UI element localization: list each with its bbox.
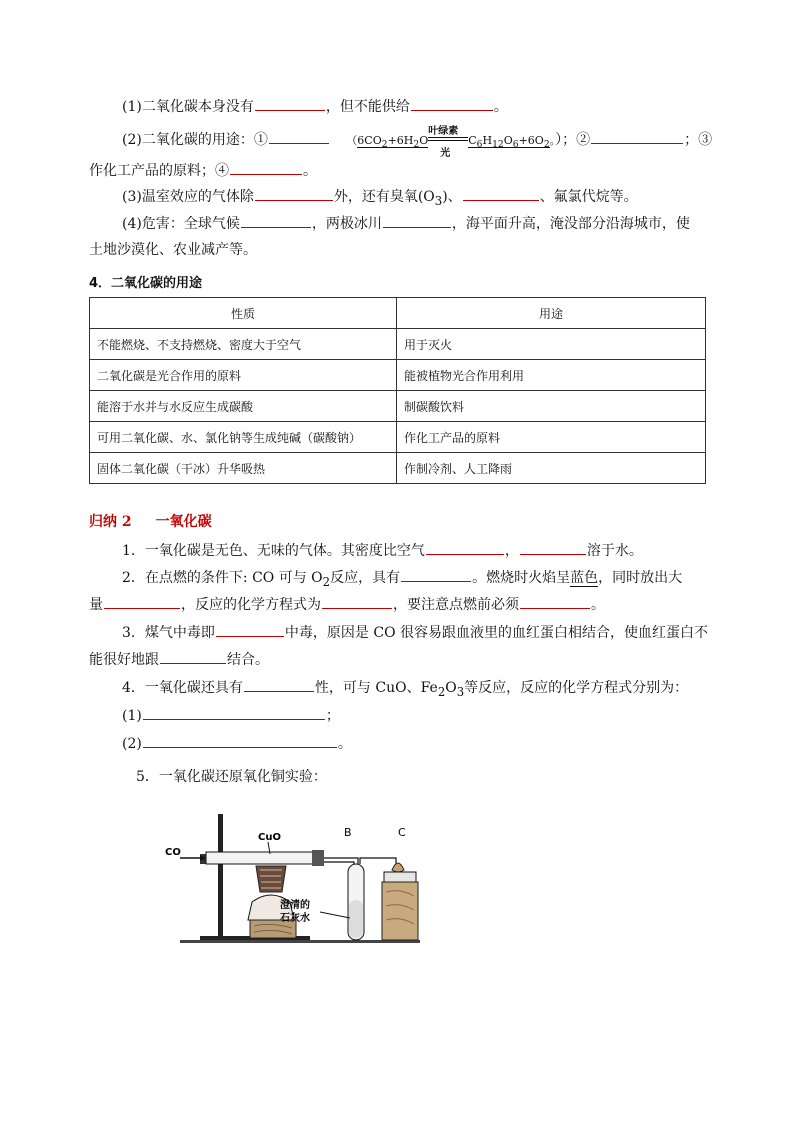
- co2-item-2: [0, 126, 794, 159]
- table-row: [90, 391, 706, 422]
- answer-blank[interactable]: [401, 567, 471, 582]
- reaction-tube: [206, 852, 316, 864]
- co2-item-2-cont: [0, 160, 794, 181]
- text: ，但不能供给: [325, 99, 410, 115]
- text: (2)二氧化碳的用途：①: [122, 132, 268, 148]
- table-cell: 制碳酸饮料: [397, 391, 706, 422]
- section-title: 4．二氧化碳的用途: [89, 276, 203, 291]
- text: 土地沙漠化、农业减产等。: [89, 242, 257, 258]
- answer-blank[interactable]: [241, 213, 311, 228]
- text: ）；②: [555, 132, 591, 148]
- cuo-label: CuO: [258, 832, 281, 843]
- co2-item-1: [0, 96, 794, 117]
- text: O: [445, 680, 457, 696]
- text: 。: [591, 597, 605, 613]
- co-reduction-apparatus-figure: [160, 800, 422, 948]
- text: ，反应的化学方程式为: [181, 597, 321, 613]
- answer-blank[interactable]: [104, 594, 180, 609]
- answer-blank[interactable]: [591, 129, 683, 144]
- text: 4．一氧化碳还具有: [122, 680, 243, 696]
- co-item-3-cont: [0, 649, 794, 670]
- co2-uses-table: [89, 297, 706, 484]
- answer-blank[interactable]: [411, 96, 493, 111]
- text: 3．煤气中毒即: [122, 625, 215, 641]
- text: 能很好地跟: [89, 652, 159, 668]
- table-cell: 二氧化碳是光合作用的原料: [90, 360, 397, 391]
- catalyst-label: 叶绿素: [428, 126, 459, 137]
- answer-blank[interactable]: [520, 540, 586, 555]
- text: 1．一氧化碳是无色、无味的气体。其密度比空气: [122, 543, 425, 559]
- text: 5．一氧化碳还原氧化铜实验：: [136, 769, 327, 785]
- text: 。: [337, 736, 352, 752]
- table-cell: 固体二氧化碳（干冰）升华吸热: [90, 453, 397, 484]
- text: 中毒，原因是 CO 很容易跟血液里的血红蛋白相结合，使血红蛋白不: [284, 625, 709, 641]
- co-item-2-cont: [0, 594, 794, 615]
- text: 作化工产品的原料；④: [89, 163, 229, 179]
- text: ；: [325, 708, 340, 724]
- burning-flame-c: [392, 863, 404, 872]
- co-equation-1: [0, 705, 794, 726]
- table-cell: 能溶于水并与水反应生成碳酸: [90, 391, 397, 422]
- stand-rod: [218, 814, 223, 938]
- answer-blank[interactable]: [463, 186, 539, 201]
- column-header: 性质: [90, 298, 397, 329]
- text: 外，还有臭氧(O: [333, 189, 435, 205]
- text: 反应，具有: [330, 570, 401, 586]
- limewater-label-2: 石灰水: [280, 913, 310, 924]
- answer-blank[interactable]: [160, 649, 226, 664]
- text: )、: [442, 189, 462, 205]
- table-header-row: [90, 298, 706, 329]
- answer-blank[interactable]: [230, 160, 302, 175]
- table-cell: 用于灭火: [397, 329, 706, 360]
- label-c: C: [398, 826, 406, 839]
- co-item-3: [0, 622, 794, 643]
- summary-label: 归纳 2: [89, 514, 132, 530]
- co2-item-4-cont: [0, 240, 794, 260]
- text: ，两极冰川: [311, 216, 382, 232]
- column-header: 用途: [397, 298, 706, 329]
- text: (3)温室效应的气体除: [122, 189, 254, 205]
- limewater-label-1: 澄清的: [280, 900, 310, 911]
- text: (4)危害：全球气候: [122, 216, 240, 232]
- co-item-5: [0, 767, 794, 787]
- answer-blank[interactable]: [322, 594, 392, 609]
- table-cell: 能被植物光合作用利用: [397, 360, 706, 391]
- table-cell: 不能燃烧、不支持燃烧、密度大于空气: [90, 329, 397, 360]
- table-row: [90, 453, 706, 484]
- table-row: [90, 329, 706, 360]
- answer-blank[interactable]: [520, 594, 590, 609]
- answer-blank[interactable]: [383, 213, 451, 228]
- answer-blank[interactable]: [426, 540, 504, 555]
- co-inlet-label: CO: [165, 847, 181, 858]
- table-row: [90, 422, 706, 453]
- photosynthesis-equation: （$6CO_2+6H_2O$ 叶绿素 光 $C_6H_{12}O_6+6O_2$。: [346, 134, 555, 147]
- answer-blank[interactable]: [255, 96, 325, 111]
- text: ，要注意点燃前必须: [393, 597, 519, 613]
- co-item-2: 2．在点燃的条件下: CO 可与 $O_2$反应，具有 。燃烧时火焰呈蓝色，同时放出大: [0, 567, 794, 592]
- summary-heading: [0, 512, 794, 532]
- text: ，: [504, 543, 519, 559]
- text: 结合。: [227, 652, 269, 668]
- text: 、氟氯代烷等。: [539, 189, 638, 205]
- text: 量: [89, 597, 103, 613]
- text: (1)二氧化碳本身没有: [122, 99, 254, 115]
- text: 2．在点燃的条件下: CO 可与 O: [122, 570, 323, 586]
- answer-blank[interactable]: [216, 622, 284, 637]
- co-item-1: [0, 540, 794, 561]
- text: 性，可与 CuO、Fe: [314, 680, 438, 696]
- text: ，海平面升高，淹没部分沿海城市，使: [451, 216, 690, 232]
- co2-item-4: [0, 213, 794, 234]
- text: (2): [122, 736, 142, 752]
- table-row: [90, 360, 706, 391]
- text: 。: [493, 99, 508, 115]
- condition-label: 光: [440, 148, 451, 159]
- answer-blank[interactable]: [244, 677, 314, 692]
- label-b: B: [344, 826, 352, 839]
- text: (1): [122, 708, 142, 724]
- answer-blank[interactable]: [143, 733, 337, 748]
- answer-blank[interactable]: [269, 129, 329, 144]
- text: 等反应，反应的化学方程式分别为：: [464, 680, 689, 696]
- summary-title: 一氧化碳: [155, 514, 212, 530]
- text: 。: [303, 163, 317, 179]
- table-cell: 作制冷剂、人工降雨: [397, 453, 706, 484]
- text: 。燃烧时火焰呈: [472, 570, 571, 586]
- answer-blank[interactable]: [143, 705, 325, 720]
- table-cell: 可用二氧化碳、水、氯化钠等生成纯碱（碳酸钠）: [90, 422, 397, 453]
- co-equation-2: [0, 733, 794, 754]
- answer-blank[interactable]: [255, 186, 333, 201]
- flame-color-answer: 蓝色: [570, 570, 599, 586]
- text: 溶于水。: [586, 543, 643, 559]
- table-cell: 作化工产品的原料: [397, 422, 706, 453]
- co2-item-3: (3)温室效应的气体除 外，还有臭氧$(O_3)$、 、氟氯代烷等。: [0, 186, 794, 211]
- text: ，同时放出大: [598, 570, 683, 586]
- text: ；③: [684, 132, 713, 148]
- co-item-4: 4．一氧化碳还具有 性，可与 CuO、$Fe_2O_3$等反应，反应的化学方程式分别为：: [0, 677, 794, 702]
